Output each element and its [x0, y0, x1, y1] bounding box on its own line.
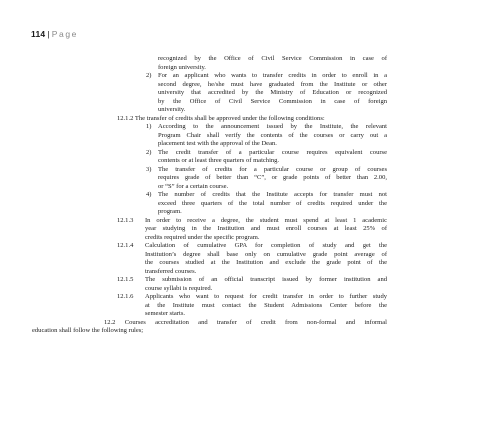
text-line: course syllabi is required. [145, 284, 213, 292]
text-line: transferred courses. [145, 267, 197, 275]
text-line: Calculation of cumulative GPA for completion of study and get the [145, 242, 387, 249]
text-line: at the Institute must contact the Student Admissions Center before the [145, 301, 387, 309]
text-line: education shall follow the following rules; [32, 327, 144, 334]
text-line: semester starts. [145, 310, 185, 317]
section-label: 12.1.6 [117, 293, 134, 300]
item-label: 3) [146, 165, 152, 173]
text-line: placement test with the approval of the Dean. [158, 140, 277, 147]
list-item [0, 123, 480, 149]
section-label: 12.1.5 [117, 276, 134, 283]
text-line: The transfer of credits for a particular course or group of courses [158, 165, 387, 173]
text-line: For an applicant who wants to transfer credits in order to enroll in a [158, 72, 387, 79]
text-line: credits required under the specific program. [145, 233, 260, 241]
list-item [0, 72, 480, 115]
list-item [0, 149, 480, 166]
section-text [145, 293, 387, 319]
section-12-2-first-line [104, 319, 387, 328]
text-line: Applicants who want to request for credit transfer in order to further study [145, 293, 387, 300]
text-line: exceed three quarters of the total number of credits required under the [158, 199, 387, 207]
section-text [145, 242, 387, 276]
text-line: requires grade of better than “C”, or grade points of better than 2.00, [158, 174, 387, 181]
section-text [145, 217, 387, 243]
text-line: According to the announcement issued by the Institute, the relevant [158, 123, 387, 130]
text-line: year studying in the Institution and must enroll courses at least 25% of [145, 225, 387, 232]
item-text [158, 123, 387, 149]
text-line: second degree, he/she must have graduated from the Institute or other [158, 80, 387, 88]
continued-item-text [158, 55, 387, 72]
text-line: recognized by the Office of Civil Service Commission in case of [158, 55, 387, 62]
item-text [158, 166, 387, 192]
item-label: 2) [146, 148, 152, 156]
item-text [158, 149, 387, 166]
text-line: or “S” for a certain course. [158, 182, 229, 190]
text-line: The number of credits that the Institute accepts for transfer must not [158, 191, 387, 198]
item-text [158, 191, 387, 217]
document-body [0, 55, 480, 336]
section-heading: 12.1.2 The transfer of credits shall be approved under the following conditions: [117, 114, 325, 122]
text-line: 12.2 Courses accreditation and transfer of credit from non-formal and informal [104, 318, 387, 326]
item-label: 2) [146, 72, 152, 79]
section-label: 12.1.3 [117, 216, 134, 224]
text-line: university. [158, 106, 186, 113]
section-label: 12.1.4 [117, 242, 134, 249]
continued-item [0, 55, 480, 72]
page-number: 114 [31, 29, 46, 39]
text-line: Program Chair shall verify the contents of the courses or carry out a [158, 131, 387, 139]
section-text [145, 276, 387, 293]
item-label: 1) [146, 123, 152, 130]
text-line: by the Office of Civil Service Commission in case of foreign [158, 97, 387, 105]
list-item [0, 166, 480, 192]
text-line: foreign university. [158, 63, 206, 71]
page-label: Page [51, 29, 79, 39]
text-line: the courses studied at the Institution and exclude the grade point of the [145, 259, 387, 266]
text-line: In order to receive a degree, the student must spend at least 1 academic [145, 216, 387, 224]
item-text [158, 72, 387, 115]
section-12-2 [0, 319, 480, 336]
text-line: university that accredited by the Ministry of Education or recognized [158, 89, 387, 96]
page-header [31, 29, 78, 39]
list-item [0, 191, 480, 217]
text-line: Institution’s degree shall base only on cumulative grade point average of [145, 250, 387, 258]
section-12-1-6 [0, 293, 480, 319]
text-line: The credit transfer of a particular course requires equivalent course [158, 148, 387, 156]
header-separator: | [47, 29, 50, 39]
text-line: The submission of an official transcript issued by former institution and [145, 276, 387, 283]
section-12-1-3 [0, 217, 480, 243]
text-line: program. [158, 208, 182, 215]
section-12-1-5 [0, 276, 480, 293]
item-label: 4) [146, 191, 152, 198]
section-12-1-2-heading [0, 115, 480, 124]
text-line: contents or at least three quarters of matching. [158, 157, 280, 164]
section-12-1-4 [0, 242, 480, 276]
